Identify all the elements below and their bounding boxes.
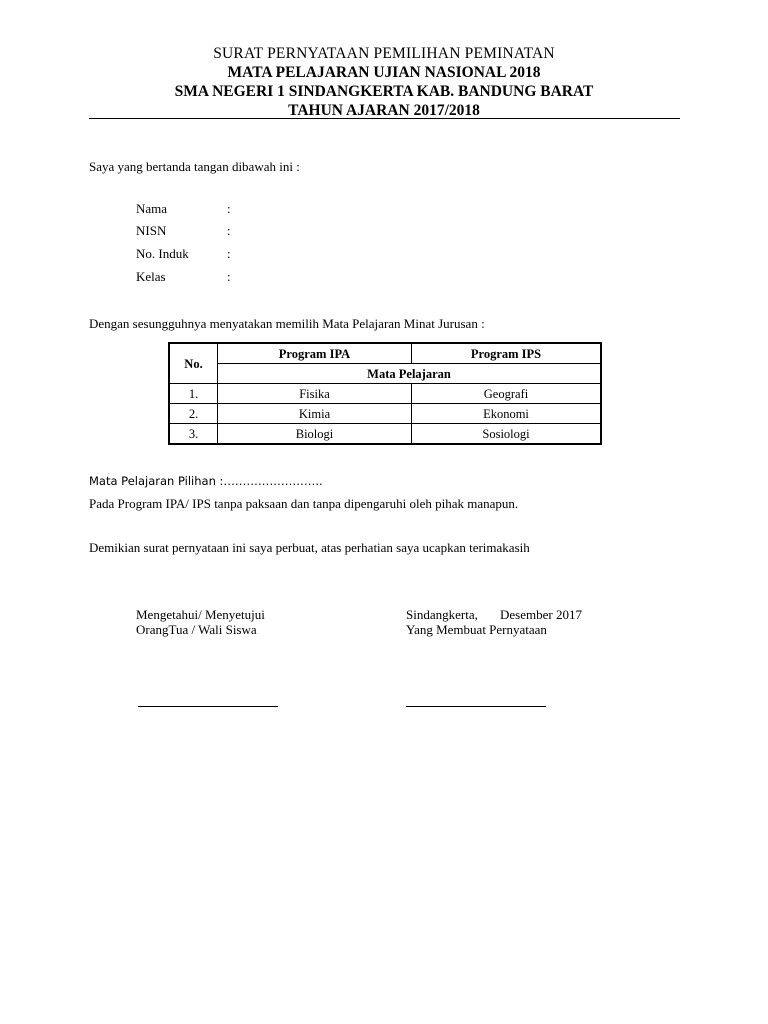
- subject-table: [168, 342, 602, 445]
- field-separator: :: [227, 269, 231, 284]
- column-header-ips: Program IPS: [412, 343, 602, 364]
- field-separator: :: [227, 223, 231, 238]
- cell-ipa: Fisika: [218, 384, 412, 404]
- cell-ips: Ekonomi: [412, 404, 602, 424]
- header-title: SURAT PERNYATAAN PEMILIHAN PEMINATAN: [213, 45, 555, 62]
- signature-left-role: OrangTua / Wali Siswa: [136, 622, 257, 637]
- document-header: [0, 44, 768, 120]
- table-row: [169, 424, 601, 445]
- field-nama: [136, 201, 231, 217]
- header-school: SMA NEGERI 1 SINDANGKERTA KAB. BANDUNG BARAT: [174, 83, 594, 100]
- cell-ips: Sosiologi: [412, 424, 602, 445]
- header-subtitle: MATA PELAJARAN UJIAN NASIONAL 2018: [227, 64, 541, 81]
- field-label: NISN: [136, 223, 167, 238]
- header-divider: [89, 118, 680, 119]
- field-separator: :: [227, 201, 231, 216]
- field-no-induk: [136, 246, 231, 262]
- field-nisn: [136, 223, 231, 239]
- signature-right-role: Yang Membuat Pernyataan: [406, 622, 547, 637]
- cell-no: 1.: [169, 384, 218, 404]
- intro-text: Saya yang bertanda tangan dibawah ini :: [89, 159, 300, 174]
- table-row: [169, 384, 601, 404]
- table-subheader-row: [169, 364, 601, 384]
- table-row: [169, 404, 601, 424]
- signature-left-title: Mengetahui/ Menyetujui: [136, 607, 265, 622]
- signature-line-left: [138, 706, 278, 707]
- field-label: Kelas: [136, 269, 166, 284]
- subheader-mata-pelajaran: Mata Pelajaran: [218, 364, 602, 384]
- field-label: Nama: [136, 201, 168, 216]
- table-header-row: [169, 343, 601, 364]
- cell-ipa: Kimia: [218, 404, 412, 424]
- closing-text: Demikian surat pernyataan ini saya perbuat, atas perhatian saya ucapkan terimakasih: [89, 540, 530, 555]
- field-separator: :: [227, 246, 231, 261]
- column-header-ipa: Program IPA: [218, 343, 412, 364]
- cell-no: 3.: [169, 424, 218, 445]
- pilihan-field: Mata Pelajaran Pilihan :……………………..: [89, 474, 323, 488]
- cell-ips: Geografi: [412, 384, 602, 404]
- statement-text: Dengan sesungguhnya menyatakan memilih Mata Pelajaran Minat Jurusan :: [89, 316, 485, 331]
- signature-place: Sindangkerta,: [406, 607, 478, 622]
- signature-line-right: [406, 706, 546, 707]
- field-label: No. Induk: [136, 246, 189, 261]
- program-statement: Pada Program IPA/ IPS tanpa paksaan dan tanpa dipengaruhi oleh pihak manapun.: [89, 496, 519, 511]
- cell-ipa: Biologi: [218, 424, 412, 445]
- column-header-no: No.: [169, 343, 218, 384]
- field-kelas: [136, 269, 231, 285]
- cell-no: 2.: [169, 404, 218, 424]
- signature-date: Desember 2017: [500, 607, 582, 622]
- header-year: TAHUN AJARAN 2017/2018: [288, 102, 480, 119]
